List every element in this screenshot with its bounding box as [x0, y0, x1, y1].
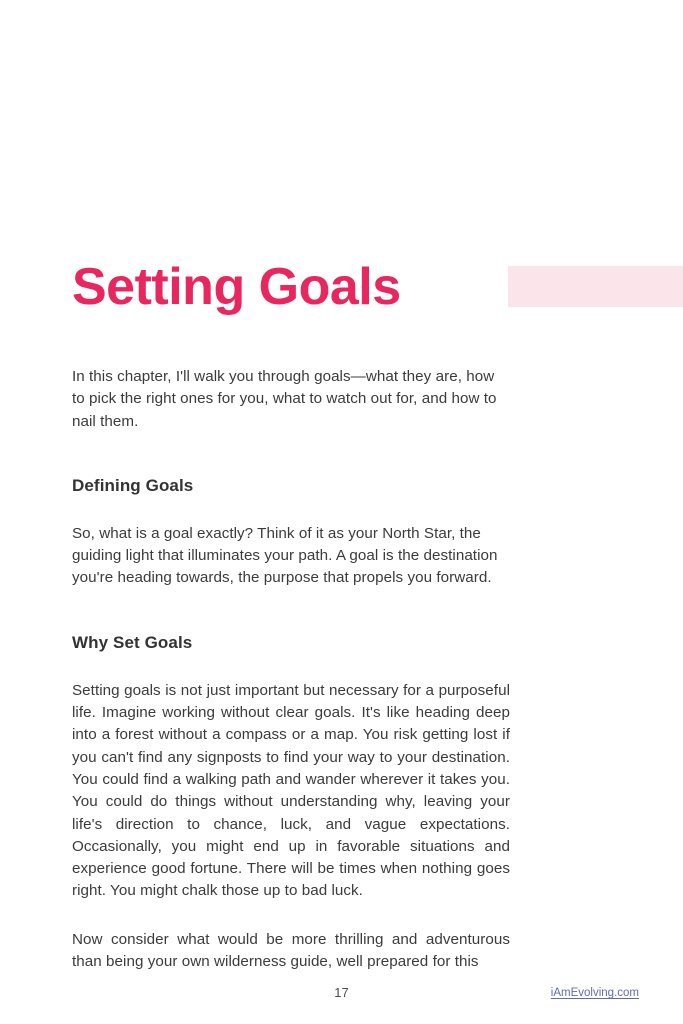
intro-paragraph: In this chapter, I'll walk you through goals—what they are, how to pick the right ones for you, what to watch out for, and how to nail them. [72, 368, 497, 430]
chapter-title-band [0, 254, 683, 324]
page-footer [0, 984, 683, 1008]
section-two-paragraph-two: Now consider what would be more thrilling and adventurous than being your own wilderness guide, well prepared for this [72, 930, 510, 971]
section-one-paragraph: So, what is a goal exactly? Think of it as your North Star, the guiding light that illuminates your path. A goal is the destination you're heading towards, the purpose that propels you forward. [72, 524, 498, 587]
heading-spacer [72, 459, 510, 475]
title-accent-bar [508, 266, 683, 307]
section-two-paragraph-one: Setting goals is not just important but necessary for a purposeful life. Imagine working without clear goals. It's like heading deep into a forest without a compass or a map. You risk getting lost if you can't find any signposts to find your way to your destination. You could find a walking path and wander wherever it takes you. You could do things without understanding why, leaving your life's direction to chance, luck, and vague expectations. Occasionally, you might end up in favorable situations and experience good fortune. There will be times when nothing goes right. You might chalk those up to bad luck. [72, 681, 510, 900]
section-heading-defining-goals: Defining Goals [72, 475, 194, 495]
section-heading-why-set-goals: Why Set Goals [72, 632, 193, 652]
page-title: Setting Goals [72, 258, 401, 316]
body-content [72, 366, 510, 999]
page-number: 17 [334, 985, 349, 1000]
heading-spacer [72, 616, 510, 632]
site-link[interactable]: iAmEvolving.com [550, 987, 639, 999]
